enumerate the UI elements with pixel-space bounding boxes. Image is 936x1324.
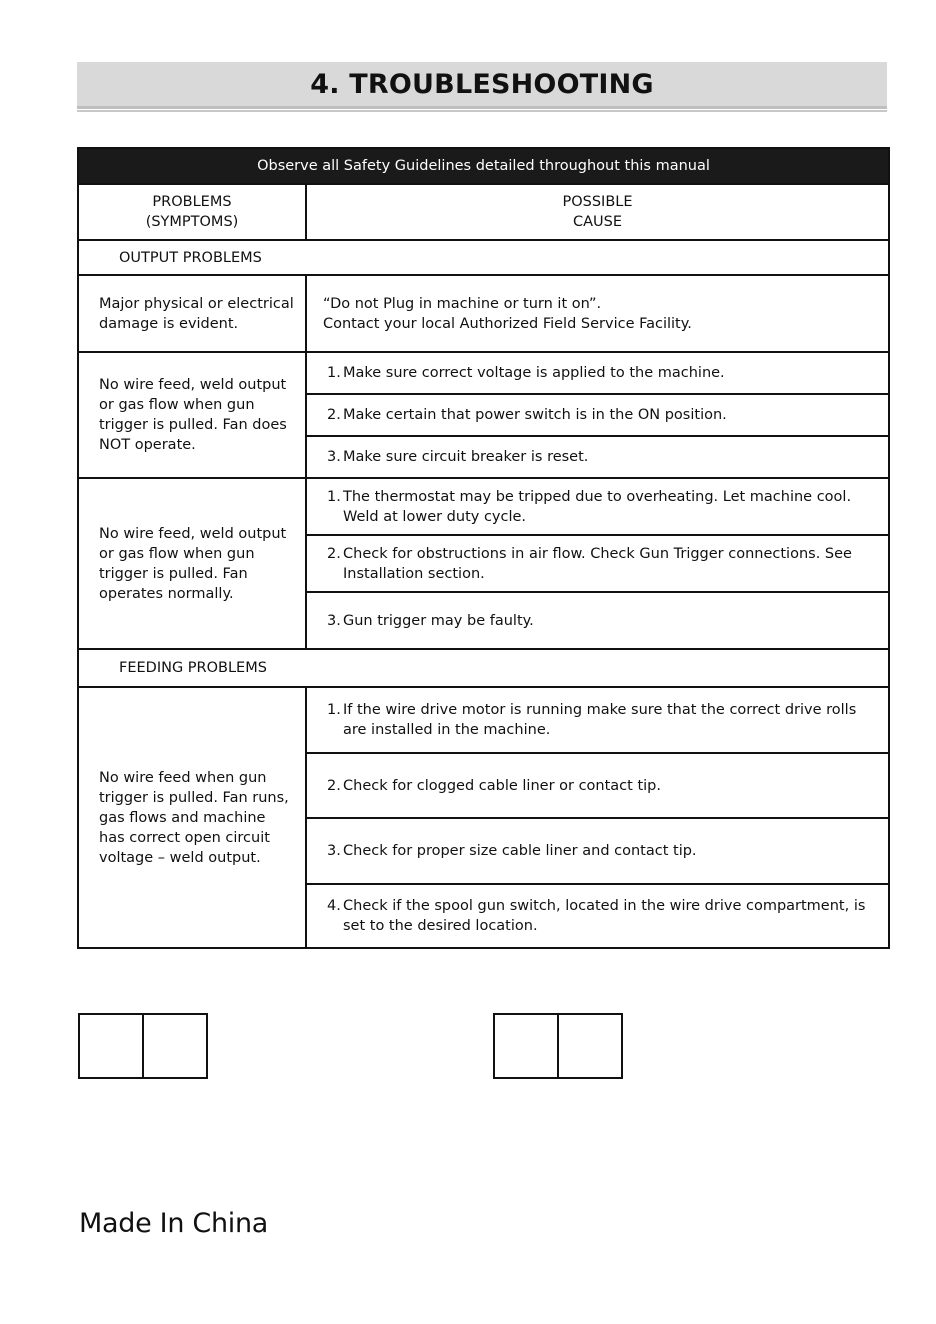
symptom-line: or gas flow when gun <box>99 545 255 562</box>
troubleshooting-table <box>77 147 890 949</box>
symptom-line: operates normally. <box>99 585 234 602</box>
section-output-problems: OUTPUT PROBLEMS <box>78 240 889 275</box>
cause-text: The thermostat may be tripped due to overheating. Let machine cool. <box>343 488 852 505</box>
header-problems-line: (SYMPTOMS) <box>145 214 239 230</box>
cause-cell <box>306 753 889 818</box>
safety-banner: Observe all Safety Guidelines detailed throughout this manual <box>78 148 889 184</box>
cause-text: Make certain that power switch is in the ON position. <box>343 407 727 423</box>
empty-box <box>78 1013 144 1079</box>
symptom-line: NOT operate. <box>99 437 196 453</box>
symptom-line: No wire feed, weld output <box>99 525 287 542</box>
cause-number: 1. <box>327 365 341 381</box>
section-row-output <box>78 240 889 275</box>
title-underline <box>77 110 887 112</box>
cause-cell <box>306 535 889 592</box>
symptom-line: damage is evident. <box>99 315 239 332</box>
symptom-line: has correct open circuit <box>99 829 270 846</box>
cause-number: 3. <box>327 843 341 859</box>
symptom-cell <box>78 687 306 948</box>
symptom-line: or gas flow when gun <box>99 397 255 413</box>
symptom-line: trigger is pulled. Fan runs, <box>99 789 289 806</box>
symptom-line: No wire feed when gun <box>99 769 267 786</box>
title-bar <box>77 62 887 109</box>
cause-text: Make sure circuit breaker is reset. <box>343 449 589 465</box>
empty-box-group <box>493 1013 623 1079</box>
problem-row <box>78 687 889 753</box>
cause-text: If the wire drive motor is running make sure that the correct drive rolls <box>343 702 857 718</box>
cause-text-continued: are installed in the machine. <box>343 722 551 738</box>
cause-text: Make sure correct voltage is applied to the machine. <box>343 365 725 381</box>
symptom-cell <box>78 352 306 478</box>
made-in-label: Made In China <box>79 1208 269 1239</box>
cause-number: 3. <box>327 449 341 465</box>
symptom-cell <box>78 478 306 649</box>
cause-number: 1. <box>327 488 341 505</box>
symptom-line: No wire feed, weld output <box>99 377 287 393</box>
empty-box-group <box>78 1013 208 1079</box>
header-problems-line: PROBLEMS <box>152 194 232 210</box>
header-problems <box>78 184 306 240</box>
symptom-line: trigger is pulled. Fan <box>99 565 248 582</box>
cause-text: Check for obstructions in air flow. Check Gun Trigger connections. See <box>343 545 852 562</box>
symptom-line: Major physical or electrical <box>99 295 294 312</box>
problem-row <box>78 478 889 535</box>
empty-box <box>493 1013 559 1079</box>
cause-cell <box>306 687 889 753</box>
cause-line: “Do not Plug in machine or turn it on”. <box>323 295 602 312</box>
header-cause <box>306 184 889 240</box>
problem-row <box>78 352 889 394</box>
cause-line: Contact your local Authorized Field Service Facility. <box>323 315 692 332</box>
symptom-line: gas flows and machine <box>99 809 266 826</box>
cause-text: Check for clogged cable liner or contact tip. <box>343 777 661 794</box>
symptom-cell <box>78 275 306 352</box>
cause-text: Gun trigger may be faulty. <box>343 612 534 629</box>
cause-number: 2. <box>327 407 341 423</box>
cause-number: 4. <box>327 898 341 914</box>
cause-text: Check if the spool gun switch, located in the wire drive compartment, is <box>343 898 866 914</box>
section-feeding-problems: FEEDING PROBLEMS <box>78 649 889 687</box>
page-title: 4. TROUBLESHOOTING <box>310 68 654 100</box>
cause-cell <box>306 436 889 478</box>
cause-cell <box>306 275 889 352</box>
cause-cell <box>306 592 889 649</box>
problem-row <box>78 275 889 352</box>
cause-text-continued: Installation section. <box>343 565 485 582</box>
header-cause-line: CAUSE <box>572 214 623 230</box>
cause-text-continued: Weld at lower duty cycle. <box>343 508 527 525</box>
cause-cell <box>306 352 889 394</box>
header-row <box>78 184 889 240</box>
empty-box <box>559 1013 623 1079</box>
symptom-line: trigger is pulled. Fan does <box>99 417 287 433</box>
cause-number: 1. <box>327 702 341 718</box>
cause-cell <box>306 394 889 436</box>
header-cause-line: POSSIBLE <box>562 194 633 210</box>
section-row-feeding <box>78 649 889 687</box>
cause-number: 2. <box>327 777 341 794</box>
cause-number: 2. <box>327 545 341 562</box>
cause-cell <box>306 884 889 948</box>
cause-text: Check for proper size cable liner and contact tip. <box>343 843 697 859</box>
cause-cell <box>306 818 889 884</box>
cause-number: 3. <box>327 612 341 629</box>
cause-cell <box>306 478 889 535</box>
empty-box <box>144 1013 208 1079</box>
safety-banner-row <box>78 148 889 184</box>
symptom-line: voltage – weld output. <box>99 849 261 866</box>
cause-text-continued: set to the desired location. <box>343 918 538 934</box>
